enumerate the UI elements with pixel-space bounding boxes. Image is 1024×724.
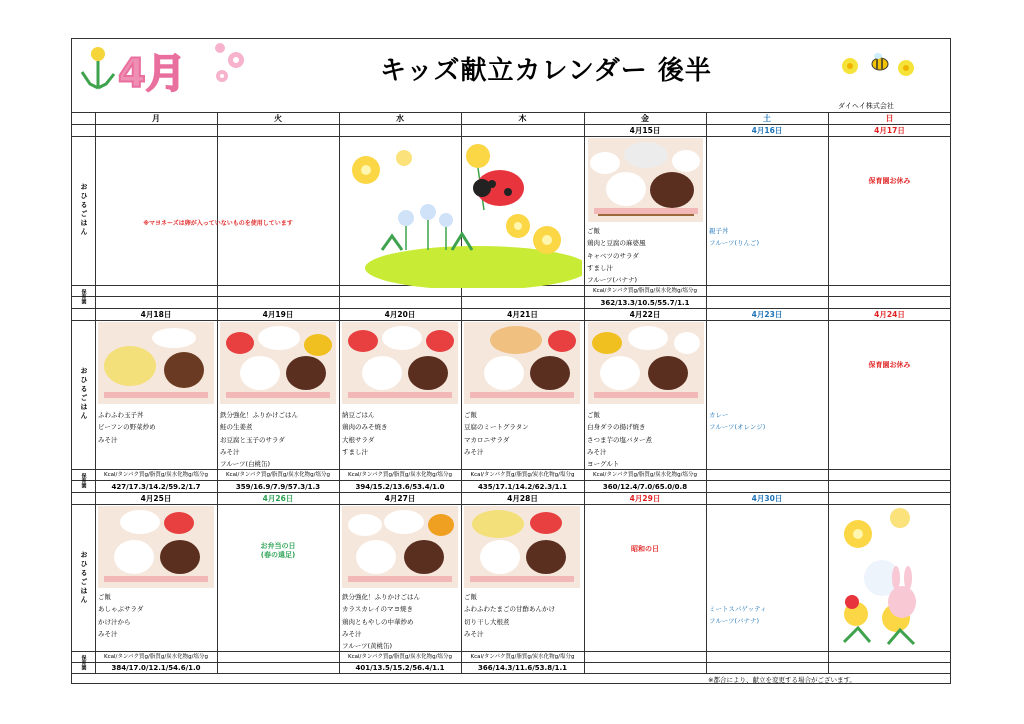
month-label: 4月: [118, 51, 186, 97]
day-header-mon: 月: [152, 114, 160, 123]
notes-row-label: 保育園: [80, 654, 87, 670]
ladybug-meadow-illustration: [342, 140, 582, 288]
nutrition-values: 359/16.9/7.9/57.3/1.3: [235, 483, 321, 491]
date-label: 4月26日: [262, 494, 294, 503]
lunch-row-label: おひるごはん: [80, 551, 88, 605]
meal-photo: [464, 322, 580, 404]
closed-note: 保育園お休み: [868, 361, 911, 369]
day-header-tue: 火: [274, 114, 282, 123]
date-label: 4月16日: [751, 126, 783, 135]
nutrition-header: Kcal/タンパク質g/脂質g/炭水化物g/塩分g: [225, 472, 331, 478]
date-label: 4月25日: [140, 494, 172, 503]
nutrition-header: Kcal/タンパク質g/脂質g/炭水化物g/塩分g: [103, 654, 209, 660]
nutrition-values: 394/15.2/13.6/53.4/1.0: [355, 483, 445, 491]
menu-list: ご飯 あしゃぶサラダ かけ汁から みそ汁: [98, 593, 144, 638]
holiday-note: 昭和の日: [631, 545, 659, 553]
menu-list: 鉄分強化！ふりかけごはん カラスカレイのマヨ焼き 鶏肉ともやしの中華炒め みそ汁 フルーツ(黄桃缶): [342, 593, 420, 651]
nutrition-values: 360/12.4/7.0/65.0/0.8: [602, 483, 688, 491]
date-label: 4月24日: [874, 310, 905, 319]
date-label: 4月23日: [751, 310, 783, 319]
date-label: 4月22日: [629, 310, 661, 319]
menu-list: ご飯 豆腐のミートグラタン マカロニサラダ みそ汁: [464, 411, 529, 456]
date-label: 4月27日: [384, 494, 416, 503]
notes-row-label: 保育園: [80, 472, 87, 488]
meal-photo: [588, 138, 703, 222]
day-header-sat: 土: [763, 114, 771, 123]
meal-photo: [342, 506, 458, 588]
menu-list: ミートスパゲッティ フルーツ(バナナ): [709, 605, 767, 626]
meal-photo: [98, 322, 214, 404]
nutrition-values: 435/17.1/14.2/62.3/1.1: [477, 483, 568, 491]
nutrition-header: Kcal/タンパク質g/脂質g/炭水化物g/塩分g: [470, 654, 575, 660]
footnote: ※都合により、献立を変更する場合がございます。: [708, 676, 856, 684]
nutrition-header: Kcal/タンパク質g/脂質g/炭水化物g/塩分g: [103, 472, 209, 478]
day-header-sun: 日: [885, 114, 894, 123]
date-label: 4月29日: [629, 494, 661, 503]
menu-list: ふわふわ玉子丼 ビーフンの野菜炒め みそ汁: [98, 411, 156, 444]
menu-list: 鉄分強化！ふりかけごはん 鮭の生姜煮 お豆腐と玉子のサラダ みそ汁 フルーツ(白桃缶): [220, 411, 298, 469]
notes-row-label: 保育園: [80, 288, 87, 304]
menu-list: ご飯 ふわふわたまごの甘酢あんかけ 切り干し大根煮 みそ汁: [464, 593, 555, 638]
date-label: 4月30日: [751, 494, 783, 503]
menu-list: ご飯 白身ダラの揚げ焼き さつま芋の塩バター煮 みそ汁 ヨーグルト: [587, 411, 652, 469]
nutrition-header: Kcal/タンパク質g/脂質g/炭水化物g/塩分g: [592, 288, 698, 294]
nutrition-header: Kcal/タンパク質g/脂質g/炭水化物g/塩分g: [592, 472, 698, 478]
nutrition-values: 362/13.3/10.5/55.7/1.1: [600, 299, 690, 307]
menu-list: 納豆ごはん 鶏肉のみそ焼き 大根サラダ すまし汁: [342, 411, 388, 456]
nutrition-header: Kcal/タンパク質g/脂質g/炭水化物g/塩分g: [347, 654, 453, 660]
lunch-row-label: おひるごはん: [80, 367, 88, 421]
page-title: キッズ献立カレンダー 後半: [380, 56, 712, 86]
nutrition-values: 366/14.3/11.6/53.8/1.1: [477, 664, 568, 672]
date-label: 4月15日: [629, 126, 661, 135]
meal-photo: [464, 506, 580, 588]
date-label: 4月18日: [140, 310, 172, 319]
nutrition-header: Kcal/タンパク質g/脂質g/炭水化物g/塩分g: [347, 472, 453, 478]
date-label: 4月17日: [874, 126, 905, 135]
menu-list: ご飯 鶏肉と豆腐の麻婆風 キャベツのサラダ すまし汁 フルーツ(バナナ): [587, 227, 646, 285]
special-day-note: お弁当の日: [260, 542, 296, 550]
meal-photo: [98, 506, 214, 588]
nutrition-values: 427/17.3/14.2/59.2/1.7: [111, 483, 201, 491]
day-header-fri: 金: [641, 114, 649, 123]
menu-list: 親子丼 フルーツ(りんご): [709, 227, 760, 248]
date-label: 4月20日: [384, 310, 416, 319]
date-label: 4月19日: [262, 310, 294, 319]
date-label: 4月28日: [507, 494, 538, 503]
company-name: ダイヘイ株式会社: [838, 102, 894, 110]
lunch-row-label: おひるごはん: [80, 183, 88, 237]
nutrition-header: Kcal/タンパク質g/脂質g/炭水化物g/塩分g: [470, 472, 575, 478]
meal-photo: [220, 322, 336, 404]
meal-photo: [588, 322, 704, 404]
day-header-wed: 水: [396, 114, 404, 123]
menu-list: カレー フルーツ(オレンジ): [709, 411, 766, 432]
day-header-thu: 木: [518, 114, 527, 123]
special-day-note: (春の遠足): [260, 551, 296, 559]
rabbit-flower-illustration: [834, 506, 946, 654]
nutrition-values: 401/13.5/15.2/56.4/1.1: [355, 664, 445, 672]
meal-photo: [342, 322, 458, 404]
allergy-note: ※マヨネーズは卵が入っていないものを使用しています: [143, 220, 293, 227]
date-label: 4月21日: [507, 310, 538, 319]
nutrition-values: 384/17.0/12.1/54.6/1.0: [111, 664, 201, 672]
closed-note: 保育園お休み: [868, 177, 911, 185]
